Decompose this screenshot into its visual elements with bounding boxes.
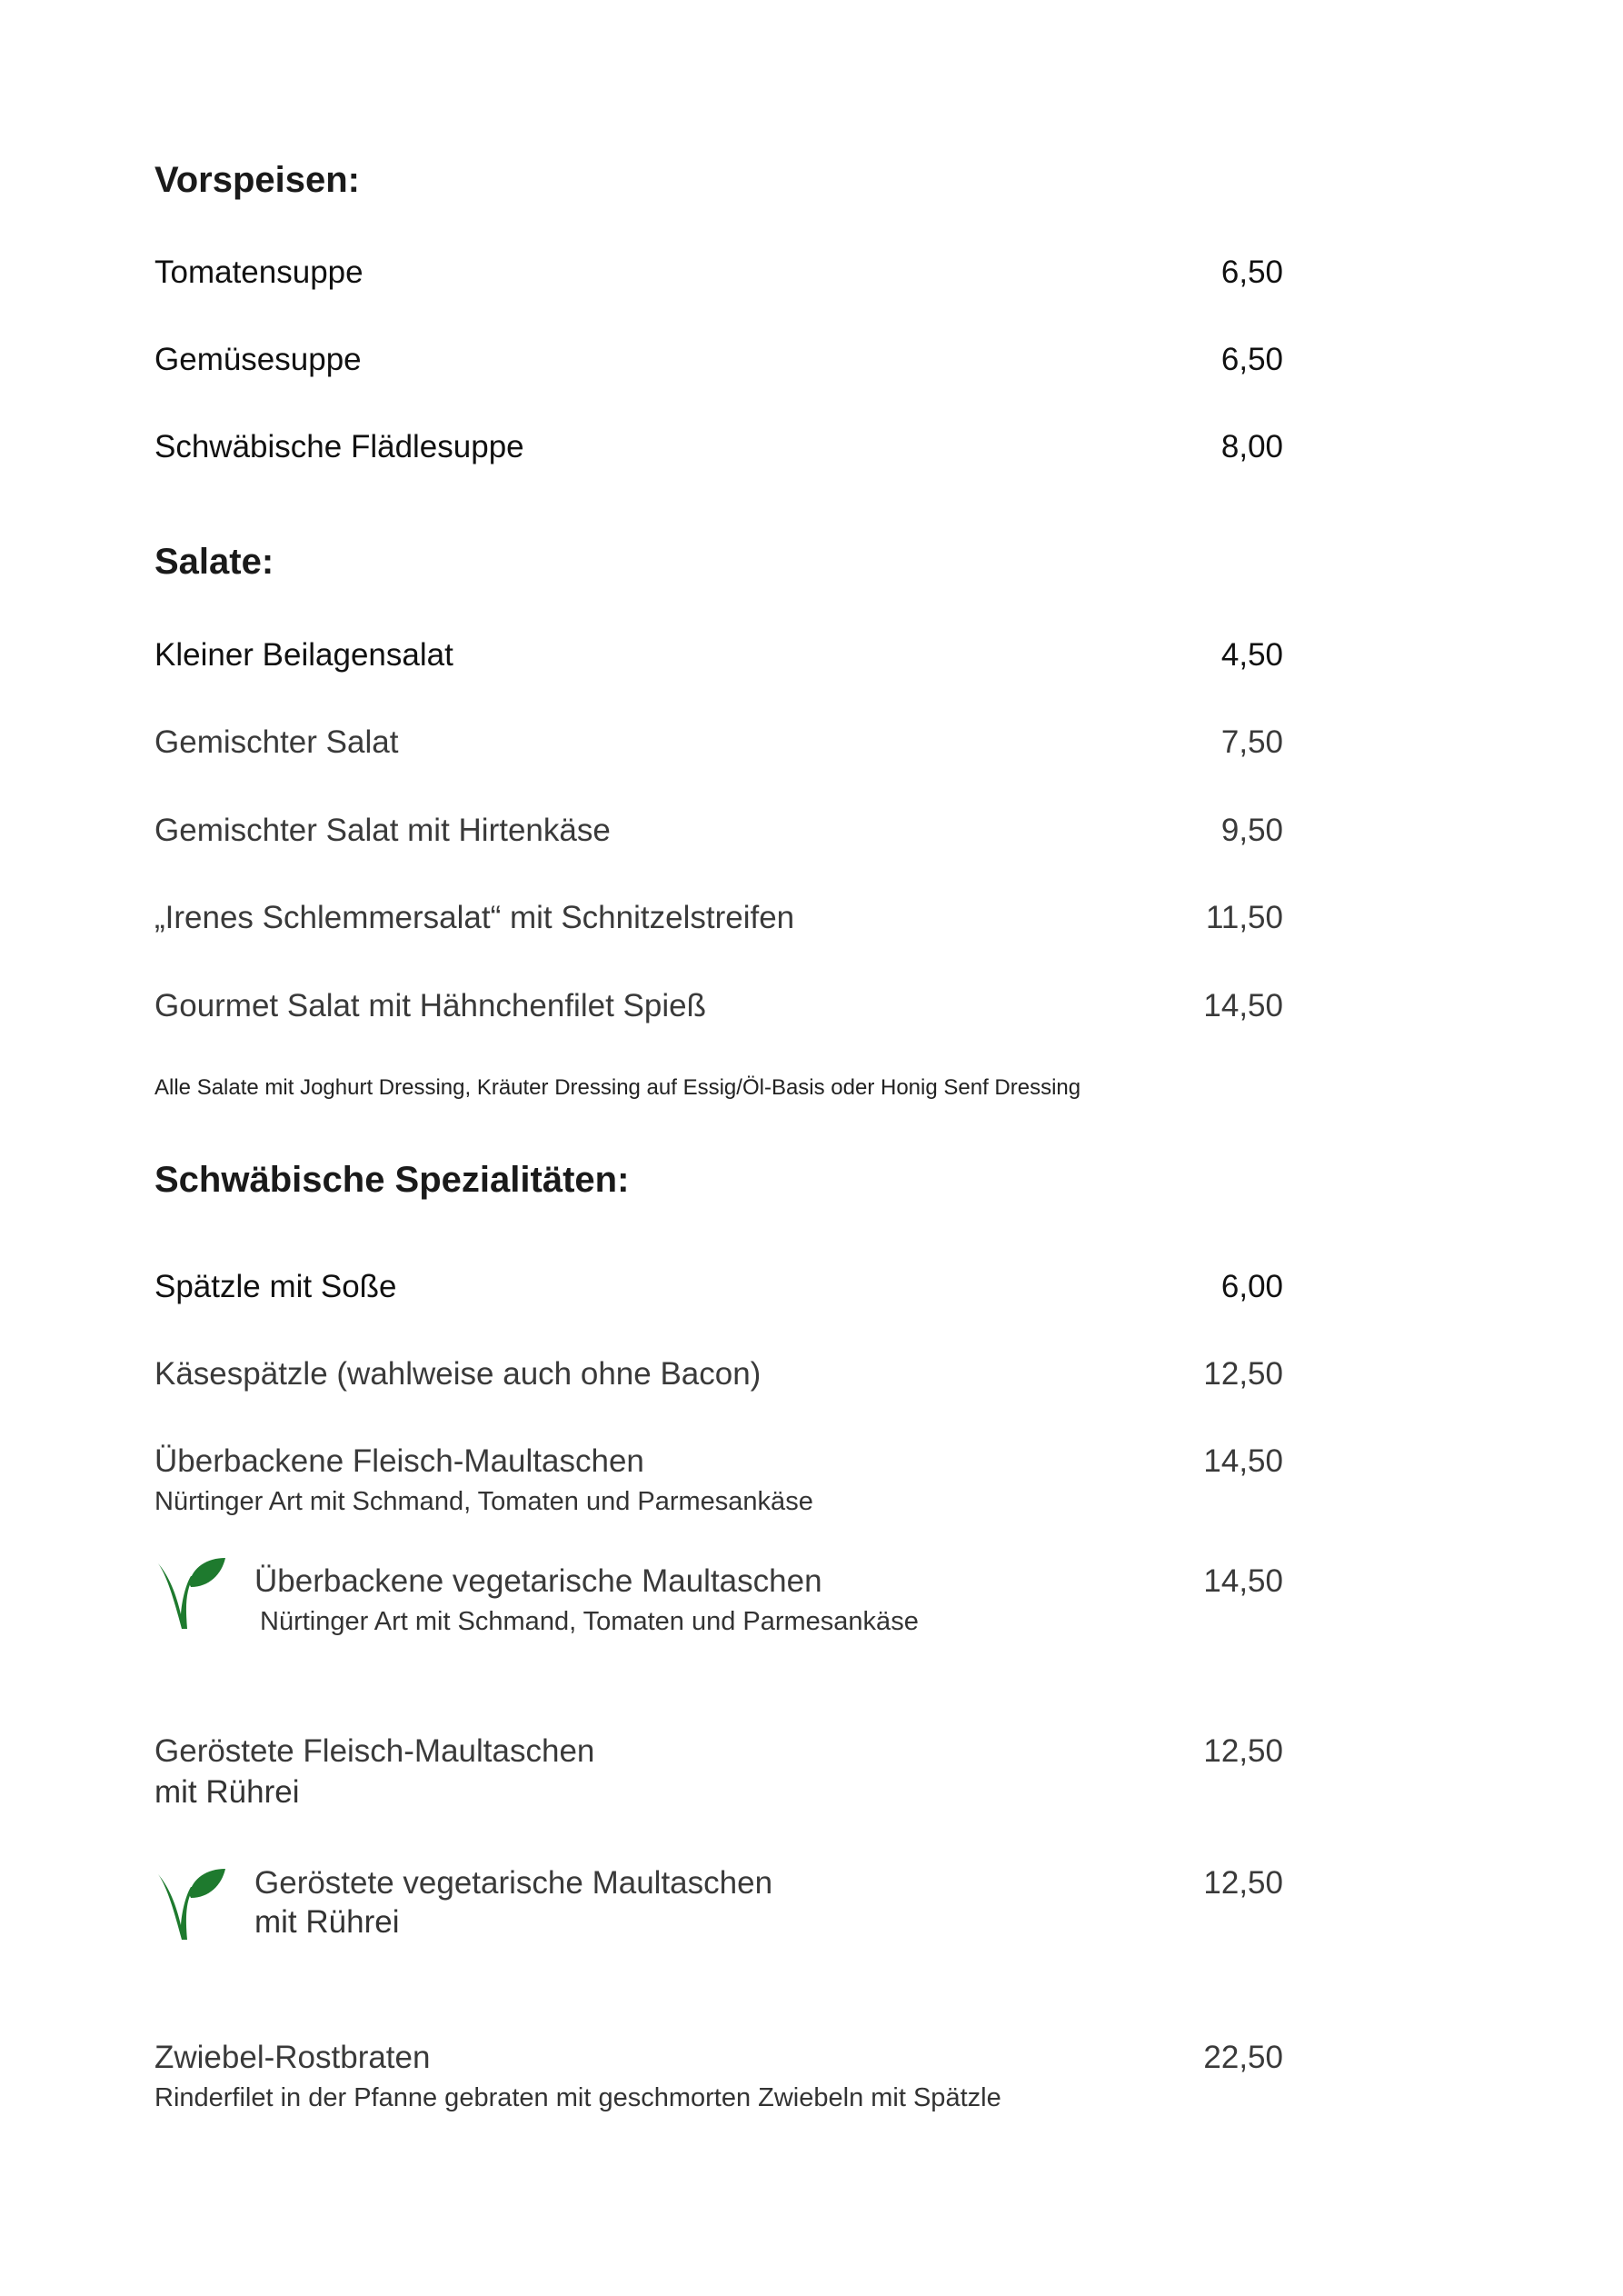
item-price: 4,50 <box>1220 637 1283 673</box>
item-description: Rinderfilet in der Pfanne gebraten mit geschmorten Zwiebeln mit Spätzle <box>154 2083 1001 2112</box>
item-name: Überbackene Fleisch-Maultaschen <box>154 1443 644 1479</box>
item-name: Gemischter Salat mit Hirtenkäse <box>154 813 611 848</box>
menu-item <box>154 249 1283 296</box>
item-price: 7,50 <box>1220 724 1283 760</box>
menu-item <box>154 894 1283 942</box>
item-name: Zwiebel-Rostbraten <box>154 2040 431 2075</box>
item-price: 11,50 <box>1206 900 1283 935</box>
item-name: Käsespätzle (wahlweise auch ohne Bacon) <box>154 1356 762 1392</box>
item-description: mit Rührei <box>254 1904 400 1940</box>
item-price: 12,50 <box>1203 1356 1283 1392</box>
item-name: Gemischter Salat <box>154 724 399 760</box>
item-name: Geröstete vegetarische Maultaschen <box>254 1865 773 1901</box>
item-name: „Irenes Schlemmersalat“ mit Schnitzelstreifen <box>154 900 795 935</box>
item-price: 22,50 <box>1203 2040 1283 2075</box>
menu-item <box>154 807 1283 854</box>
item-price: 14,50 <box>1203 1563 1283 1599</box>
menu-item <box>154 1558 1283 1605</box>
item-name: Überbackene vegetarische Maultaschen <box>254 1563 822 1599</box>
menu-item <box>154 632 1283 679</box>
section-heading-salate: Salate: <box>154 542 274 582</box>
section-heading-vorspeisen: Vorspeisen: <box>154 160 360 200</box>
menu-item <box>154 336 1283 384</box>
menu-item <box>154 1351 1283 1398</box>
menu-item <box>154 1860 1283 1907</box>
menu-item <box>154 983 1283 1030</box>
item-price: 8,00 <box>1220 429 1283 464</box>
menu-item <box>154 2034 1283 2081</box>
item-price: 9,50 <box>1220 813 1283 848</box>
salad-dressing-note: Alle Salate mit Joghurt Dressing, Kräuter Dressing auf Essig/Öl-Basis oder Honig Senf Dressing <box>154 1075 1081 1100</box>
item-description: Nürtinger Art mit Schmand, Tomaten und Parmesankäse <box>260 1607 919 1636</box>
item-name: Gemüsesuppe <box>154 342 362 377</box>
item-price: 6,50 <box>1220 342 1283 377</box>
item-description: mit Rührei <box>154 1774 300 1810</box>
item-name: Schwäbische Flädlesuppe <box>154 429 524 464</box>
menu-item <box>154 1263 1283 1311</box>
item-name: Spätzle mit Soße <box>154 1269 397 1304</box>
item-name: Tomatensuppe <box>154 255 363 290</box>
menu-item <box>154 424 1283 471</box>
item-name: Gourmet Salat mit Hähnchenfilet Spieß <box>154 988 706 1023</box>
item-name: Kleiner Beilagensalat <box>154 637 453 673</box>
item-price: 6,50 <box>1220 255 1283 290</box>
menu-item <box>154 719 1283 766</box>
section-heading-spezialitaeten: Schwäbische Spezialitäten: <box>154 1160 630 1200</box>
item-price: 12,50 <box>1203 1733 1283 1769</box>
item-price: 6,00 <box>1220 1269 1283 1304</box>
menu-item <box>154 1438 1283 1485</box>
item-price: 12,50 <box>1203 1865 1283 1901</box>
item-price: 14,50 <box>1203 1443 1283 1479</box>
menu-item <box>154 1728 1283 1775</box>
item-price: 14,50 <box>1203 988 1283 1023</box>
item-name: Geröstete Fleisch-Maultaschen <box>154 1733 595 1769</box>
item-description: Nürtinger Art mit Schmand, Tomaten und Parmesankäse <box>154 1487 813 1516</box>
